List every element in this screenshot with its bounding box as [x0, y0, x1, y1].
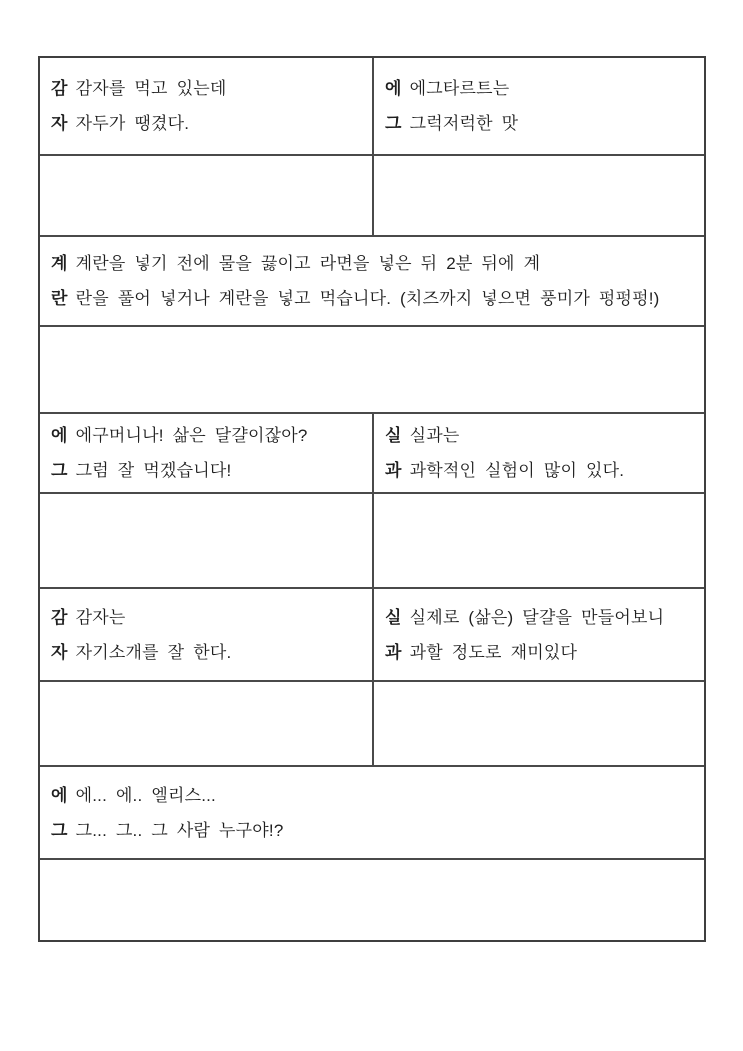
acrostic-initial: 에 — [51, 785, 68, 805]
acrostic-initial: 에 — [51, 426, 68, 445]
acrostic-initial: 자 — [51, 114, 68, 133]
table-row — [40, 58, 704, 154]
acrostic-line-text: 과할 정도로 재미있다 — [409, 642, 578, 662]
acrostic-line — [385, 106, 692, 141]
acrostic-cell — [372, 414, 704, 492]
acrostic-line — [51, 600, 360, 635]
acrostic-cell — [40, 414, 372, 492]
acrostic-line-text: 자기소개를 잘 한다. — [75, 642, 232, 662]
acrostic-line-text: 계란을 넣기 전에 물을 끓이고 라면을 넣은 뒤 2분 뒤에 계 — [75, 254, 541, 273]
acrostic-initial: 자 — [51, 642, 68, 662]
acrostic-initial: 에 — [385, 79, 402, 98]
table-row-empty — [40, 154, 704, 235]
table-row-empty — [40, 858, 704, 940]
acrostic-line — [385, 418, 692, 453]
acrostic-initial: 그 — [385, 114, 402, 133]
acrostic-line — [51, 635, 360, 670]
acrostic-initial: 감 — [51, 607, 68, 627]
acrostic-line-text: 실과는 — [409, 426, 460, 445]
acrostic-line — [51, 281, 692, 316]
empty-cell — [372, 494, 704, 587]
table-row-empty — [40, 492, 704, 587]
empty-cell — [40, 682, 372, 765]
acrostic-line-text: 란을 풀어 넣거나 계란을 넣고 먹습니다. (치즈까지 넣으면 풍미가 펑펑펑!) — [75, 289, 660, 308]
acrostic-line — [51, 418, 360, 453]
acrostic-cell — [372, 58, 704, 154]
acrostic-initial: 과 — [385, 461, 402, 480]
acrostic-line — [51, 453, 360, 488]
acrostic-line — [51, 246, 692, 281]
empty-cell — [40, 327, 704, 412]
acrostic-initial: 실 — [385, 426, 402, 445]
acrostic-line — [385, 453, 692, 488]
acrostic-line-text: 그럭저럭한 맛 — [409, 114, 519, 133]
empty-cell — [40, 494, 372, 587]
acrostic-line — [385, 635, 692, 670]
acrostic-cell — [40, 237, 704, 325]
acrostic-line-text: 에구머니나! 삶은 달걀이잖아? — [75, 426, 308, 445]
acrostic-initial: 그 — [51, 820, 68, 840]
acrostic-line-text: 감자를 먹고 있는데 — [75, 79, 227, 98]
acrostic-line-text: 에... 에.. 엘리스... — [75, 785, 216, 805]
empty-cell — [372, 682, 704, 765]
empty-cell — [372, 156, 704, 235]
acrostic-cell — [40, 767, 704, 858]
acrostic-line — [385, 71, 692, 106]
acrostic-line — [51, 778, 692, 813]
acrostic-line — [51, 106, 360, 141]
acrostic-line — [51, 813, 692, 848]
acrostic-line-text: 실제로 (삶은) 달걀을 만들어보니 — [409, 607, 665, 627]
table-row — [40, 765, 704, 858]
acrostic-table — [38, 56, 706, 942]
acrostic-cell — [372, 589, 704, 680]
acrostic-line — [51, 71, 360, 106]
table-row — [40, 412, 704, 492]
acrostic-line-text: 그... 그.. 그 사람 누구야!? — [75, 820, 284, 840]
acrostic-initial: 그 — [51, 461, 68, 480]
acrostic-initial: 감 — [51, 79, 68, 98]
acrostic-initial: 과 — [385, 642, 402, 662]
acrostic-initial: 계 — [51, 254, 68, 273]
table-row-empty — [40, 680, 704, 765]
acrostic-line-text: 감자는 — [75, 607, 126, 627]
empty-cell — [40, 156, 372, 235]
acrostic-cell — [40, 58, 372, 154]
empty-cell — [40, 860, 704, 940]
acrostic-initial: 실 — [385, 607, 402, 627]
acrostic-line-text: 과학적인 실험이 많이 있다. — [409, 461, 625, 480]
acrostic-cell — [40, 589, 372, 680]
acrostic-line — [385, 600, 692, 635]
acrostic-line-text: 자두가 땡겼다. — [75, 114, 190, 133]
table-row — [40, 235, 704, 325]
table-row — [40, 587, 704, 680]
acrostic-line-text: 에그타르트는 — [409, 79, 510, 98]
acrostic-initial: 란 — [51, 289, 68, 308]
acrostic-line-text: 그럼 잘 먹겠습니다! — [75, 461, 232, 480]
table-row-empty — [40, 325, 704, 412]
